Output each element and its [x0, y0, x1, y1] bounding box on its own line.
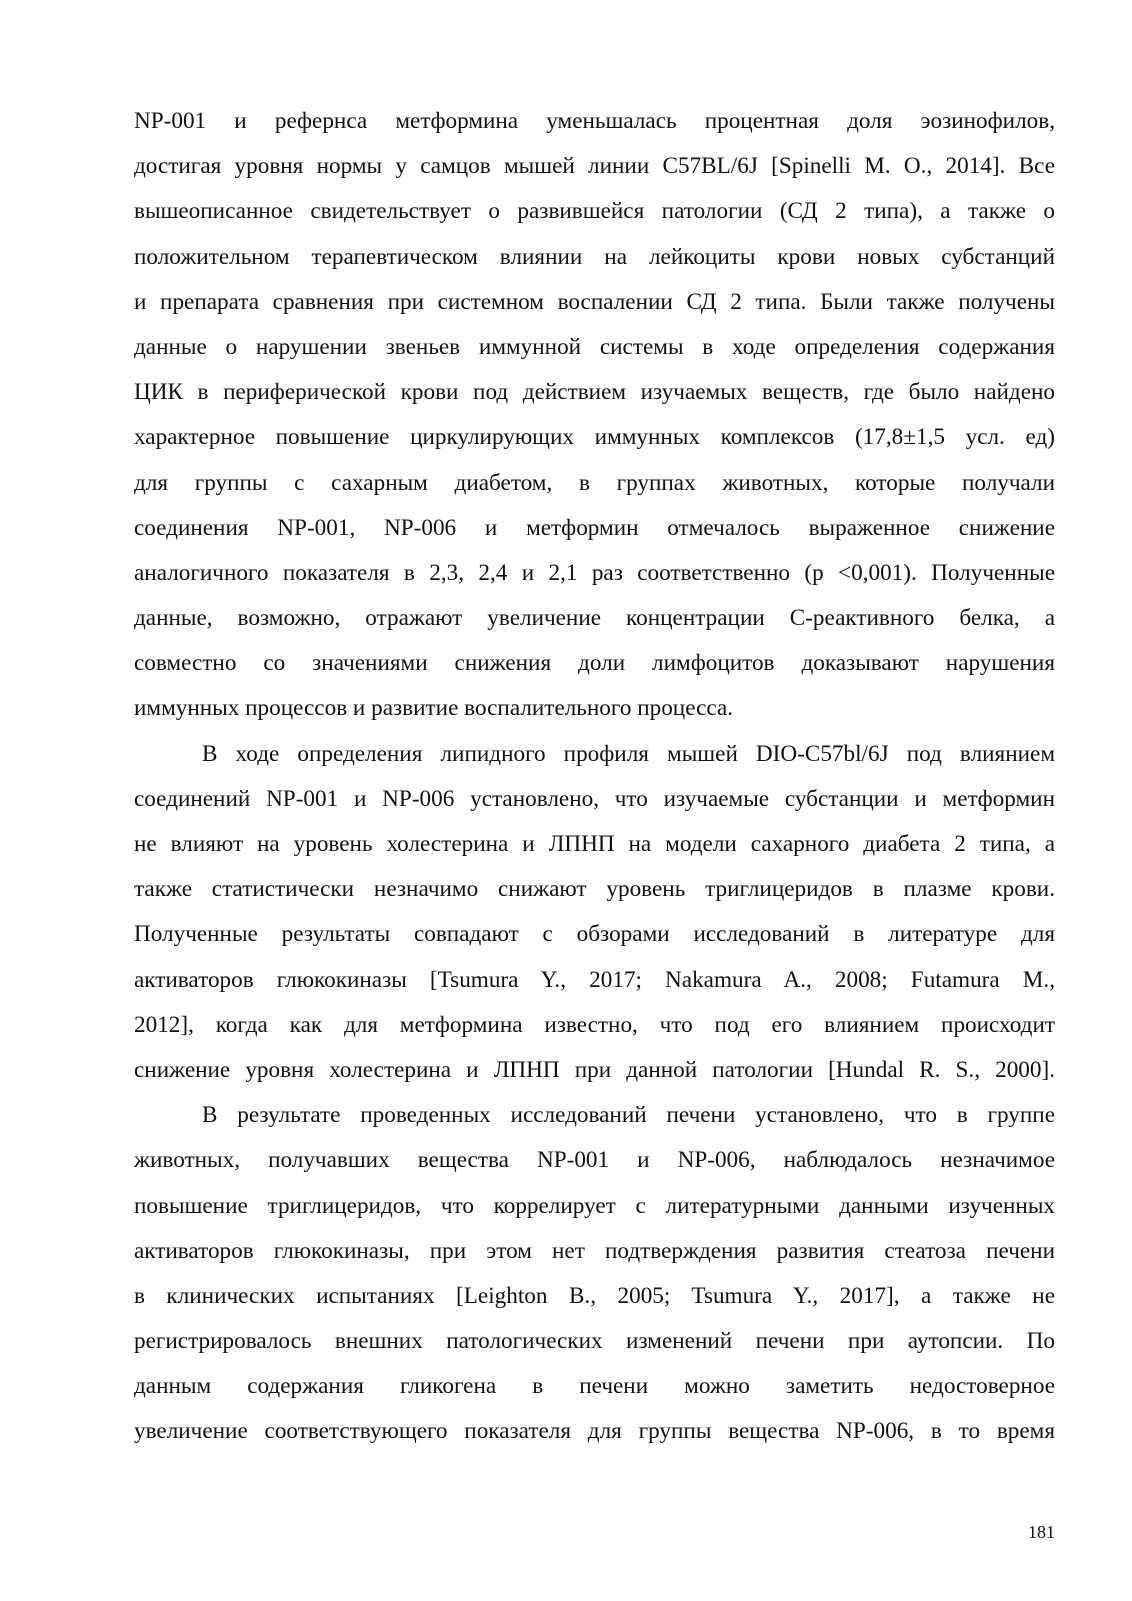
text-line: Полученные результаты совпадают с обзорами исследований в литературе для — [134, 921, 1055, 948]
text-line: снижение уровня холестерина и ЛПНП при данной патологии [Hundal R. S., 2000]. — [134, 1056, 1055, 1083]
text-line: не влияют на уровень холестерина и ЛПНП на модели сахарного диабета 2 типа, а — [134, 831, 1055, 857]
text-line: также статистически незначимо снижают уровень триглицеридов в плазме крови. — [134, 876, 1055, 903]
text-line: характерное повышение циркулирующих иммунных комплексов (17,8±1,5 усл. ед) — [134, 424, 1055, 451]
text-line: положительном терапевтическом влиянии на лейкоциты крови новых субстанций — [134, 243, 1055, 270]
text-line: В результате проведенных исследований печени установлено, что в группе — [202, 1102, 1055, 1129]
text-line: иммунных процессов и развитие воспалительного процесса. — [134, 695, 734, 722]
text-line: аналогичного показателя в 2,3, 2,4 и 2,1 раз соответственно (p <0,001). Полученные — [134, 559, 1055, 586]
text-line: достигая уровня нормы у самцов мышей линии C57BL/6J [Spinelli M. O., 2014]. Все — [134, 153, 1055, 180]
text-line: данные о нарушении звеньев иммунной системы в ходе определения содержания — [134, 333, 1055, 360]
text-line: повышение триглицеридов, что коррелирует с литературными данными изученных — [134, 1192, 1055, 1219]
text-line: В ходе определения липидного профиля мышей DIO-C57bl/6J под влиянием — [202, 740, 1055, 767]
body-text — [134, 99, 1055, 1455]
text-line: активаторов глюкокиназы, при этом нет подтверждения развития стеатоза печени — [134, 1237, 1055, 1264]
text-line: животных, получавших вещества NP-001 и NP-006, наблюдалось незначимое — [134, 1147, 1055, 1174]
text-line: соединений NP-001 и NP-006 установлено, что изучаемые субстанции и метформин — [134, 785, 1055, 812]
text-line: соединения NP-001, NP-006 и метформин отмечалось выраженное снижение — [134, 514, 1055, 541]
text-line: данным содержания гликогена в печени можно заметить недостоверное — [134, 1373, 1055, 1400]
text-line: и препарата сравнения при системном воспалении СД 2 типа. Были также получены — [134, 288, 1055, 315]
text-line: вышеописанное свидетельствует о развившейся патологии (СД 2 типа), а также о — [134, 198, 1055, 225]
text-line: ЦИК в периферической крови под действием изучаемых веществ, где было найдено — [134, 379, 1055, 406]
text-line: в клинических испытаниях [Leighton B., 2005; Tsumura Y., 2017], а также не — [134, 1282, 1055, 1309]
text-line: 2012], когда как для метформина известно, что под его влиянием происходит — [134, 1011, 1055, 1038]
page-number: 181 — [1028, 1522, 1055, 1542]
text-line: NP-001 и рефернса метформина уменьшалась процентная доля эозинофилов, — [134, 108, 1055, 134]
text-line: регистрировалось внешних патологических изменений печени при аутопсии. По — [134, 1328, 1055, 1355]
text-line: увеличение соответствующего показателя для группы вещества NP-006, в то время — [134, 1418, 1055, 1445]
text-line: совместно со значениями снижения доли лимфоцитов доказывают нарушения — [134, 650, 1055, 677]
text-line: для группы с сахарным диабетом, в группах животных, которые получали — [134, 469, 1055, 496]
text-line: активаторов глюкокиназы [Tsumura Y., 2017; Nakamura A., 2008; Futamura M., — [134, 966, 1055, 993]
text-line: данные, возможно, отражают увеличение концентрации С-реактивного белка, а — [134, 605, 1055, 632]
